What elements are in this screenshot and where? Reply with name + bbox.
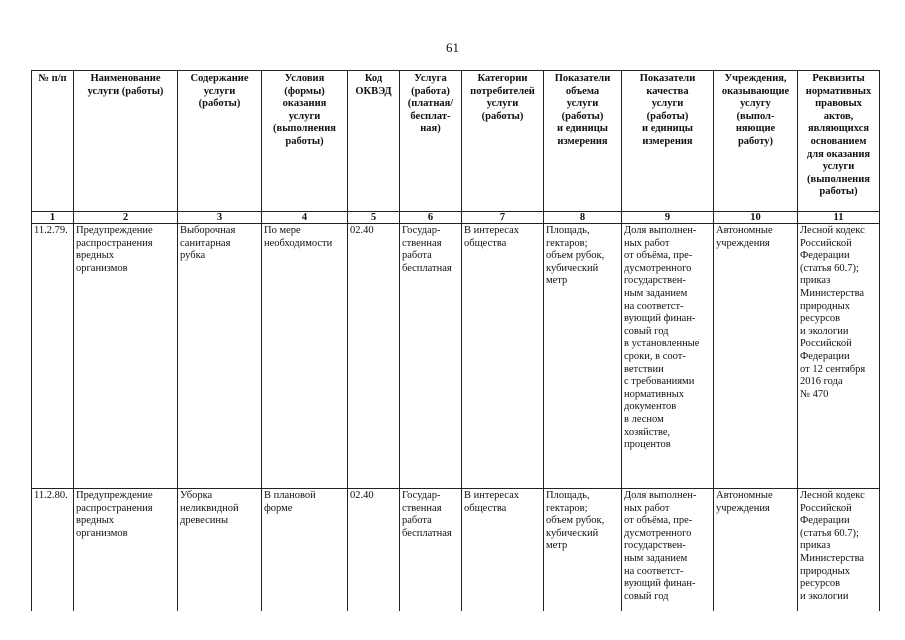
paid-status: Государ- ственная работа бесплатная [400, 489, 462, 612]
header-cell-volume: Показатели объема услуги (работы) и единицы измерения [544, 71, 622, 212]
legal-basis: Лесной кодекс Российской Федерации (статья 60.7); приказ Министерства природных ресурсов и экологии Российской Федерации от 12 сентября 2016 года № 470 [798, 224, 880, 489]
table-row [32, 489, 880, 612]
column-number: 8 [544, 212, 622, 224]
column-number: 7 [462, 212, 544, 224]
page-number: 61 [446, 40, 459, 55]
consumer-category: В интересах общества [462, 224, 544, 489]
okved-code: 02.40 [348, 224, 400, 489]
column-number: 11 [798, 212, 880, 224]
services-table [31, 70, 880, 611]
institutions: Автономные учреждения [714, 489, 798, 612]
header-cell-consumers: Категории потребителей услуги (работы) [462, 71, 544, 212]
column-number: 2 [74, 212, 178, 224]
row-number: 11.2.79. [32, 224, 74, 489]
consumer-category: В интересах общества [462, 489, 544, 612]
institutions: Автономные учреждения [714, 224, 798, 489]
quality-indicators: Доля выполнен- ных работ от объёма, пре- дусмотренного государствен- ным заданием на соответст- вующий финан- совый год в установленные сроки, в соот- ветствии с требованиями нормативных документов в лесном хозяйстве, процентов [622, 224, 714, 489]
service-content: Уборка неликвидной древесины [178, 489, 262, 612]
volume-indicators: Площадь, гектаров; объем рубок, кубический метр [544, 224, 622, 489]
column-number: 4 [262, 212, 348, 224]
header-cell-quality: Показатели качества услуги (работы) и единицы измерения [622, 71, 714, 212]
column-number: 5 [348, 212, 400, 224]
volume-indicators: Площадь, гектаров; объем рубок, кубический метр [544, 489, 622, 612]
column-number: 10 [714, 212, 798, 224]
header-cell-paid: Услуга (работа) (платная/ бесплат- ная) [400, 71, 462, 212]
paid-status: Государ- ственная работа бесплатная [400, 224, 462, 489]
header-cell-content: Содержание услуги (работы) [178, 71, 262, 212]
okved-code: 02.40 [348, 489, 400, 612]
quality-indicators: Доля выполнен- ных работ от объёма, пре- дусмотренного государствен- ным заданием на соответст- вующий финан- совый год [622, 489, 714, 612]
column-number: 6 [400, 212, 462, 224]
header-cell-okved: Код ОКВЭД [348, 71, 400, 212]
column-number-row [32, 212, 880, 224]
column-number: 1 [32, 212, 74, 224]
service-conditions: По мере необходимости [262, 224, 348, 489]
header-cell-name: Наименование услуги (работы) [74, 71, 178, 212]
service-content: Выборочная санитарная рубка [178, 224, 262, 489]
service-name: Предупреждение распространения вредных организмов [74, 489, 178, 612]
service-conditions: В плановой форме [262, 489, 348, 612]
service-name: Предупреждение распространения вредных организмов [74, 224, 178, 489]
legal-basis: Лесной кодекс Российской Федерации (статья 60.7); приказ Министерства природных ресурсов и экологии [798, 489, 880, 612]
header-row [32, 71, 880, 212]
header-cell-legal: Реквизиты нормативных правовых актов, являющихся основанием для оказания услуги (выполнения работы) [798, 71, 880, 212]
column-number: 3 [178, 212, 262, 224]
row-number: 11.2.80. [32, 489, 74, 612]
header-cell-institutions: Учреждения, оказывающие услугу (выпол- няющие работу) [714, 71, 798, 212]
header-cell-conditions: Условия (формы) оказания услуги (выполнения работы) [262, 71, 348, 212]
column-number: 9 [622, 212, 714, 224]
header-cell-number: № п/п [32, 71, 74, 212]
table-row [32, 224, 880, 489]
